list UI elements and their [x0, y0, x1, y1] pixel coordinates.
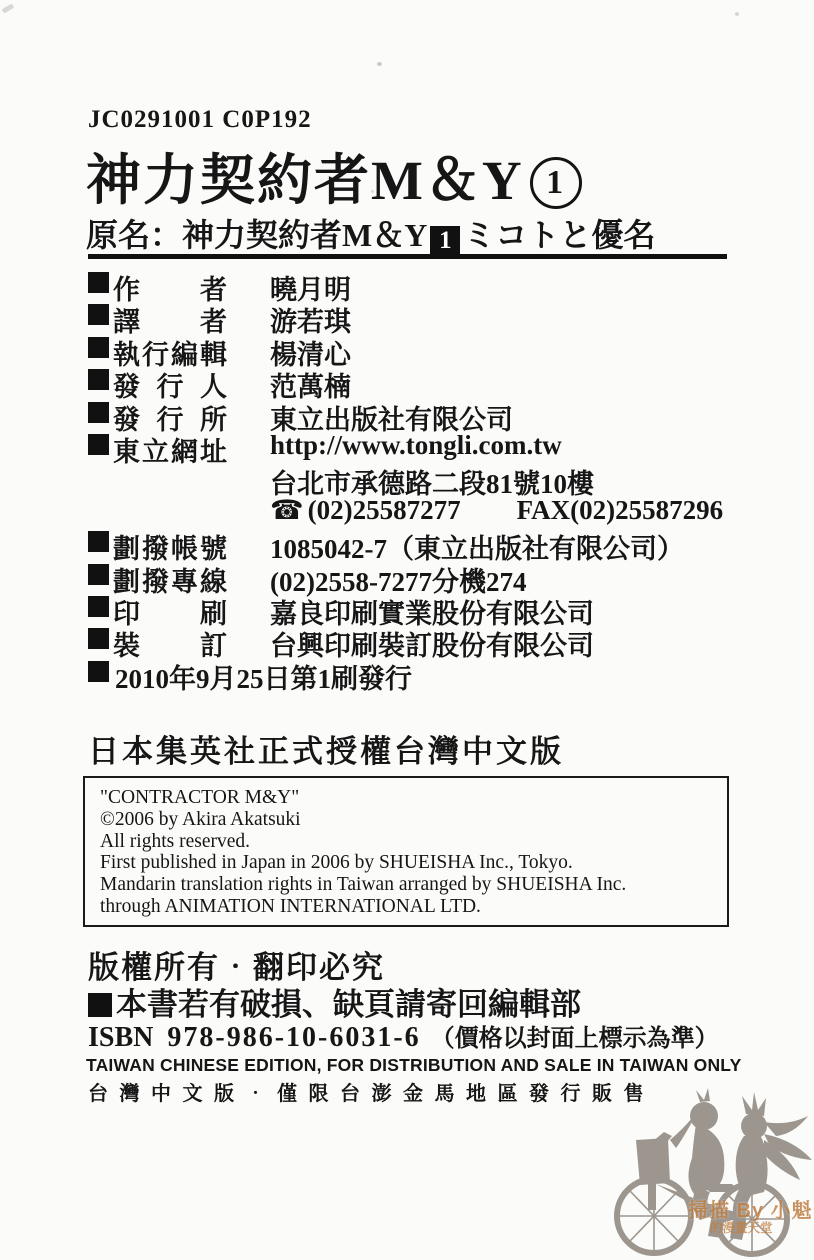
row-value: 曉月明: [270, 275, 351, 305]
row-print-date: [88, 657, 748, 694]
damage-return-text: 本書若有破損、缺頁請寄回編輯部: [116, 987, 581, 1022]
row-label: 裝訂: [113, 631, 227, 662]
copyright-line: Mandarin translation rights in Taiwan arranged by SHUEISHA Inc.: [100, 874, 627, 896]
rights-reserved-line: 版權所有‧翻印必究: [88, 950, 385, 985]
row-address: [88, 462, 748, 500]
row-value: 1085042-7（東立出版社有限公司）: [270, 534, 684, 565]
copyright-line: through ANIMATION INTERNATIONAL LTD.: [100, 895, 481, 917]
book-title-text: 神力契約者M＆Y: [86, 150, 524, 211]
license-heading: 日本集英社正式授權台灣中文版: [88, 734, 564, 769]
colophon-rows: [88, 268, 748, 694]
row-value: 嘉良印刷實業股份有限公司: [270, 598, 594, 629]
watermark-line1: 掃描 By 小魁: [688, 1200, 813, 1222]
row-value: 游若琪: [270, 307, 351, 338]
row-translator: [88, 300, 748, 338]
row-label: 劃撥專線: [113, 566, 227, 597]
row-binding: [88, 624, 748, 662]
row-phone-fax: [88, 495, 748, 527]
row-label: 作者: [113, 275, 227, 305]
bullet-square-icon: [88, 369, 109, 390]
phone-fax-value: [270, 495, 723, 526]
bullet-square-icon: [88, 272, 109, 293]
phone-number: (02)25587277: [307, 494, 461, 525]
row-label: 發行人: [113, 372, 227, 403]
scanlation-watermark: [688, 1200, 813, 1236]
row-label: 東立網址: [113, 436, 227, 467]
row-value: 東立出版社有限公司: [270, 404, 513, 435]
bullet-square-icon: [88, 564, 109, 585]
print-date: 2010年9月25日第1刷發行: [115, 663, 412, 694]
row-printing: [88, 592, 748, 629]
original-volume-badge: 1: [430, 226, 460, 256]
row-postal-hotline: [88, 560, 748, 597]
row-value: 台興印刷裝訂股份有限公司: [270, 631, 594, 662]
copyright-line: First published in Japan in 2006 by SHUEISHA Inc., Tokyo.: [100, 852, 573, 874]
phone-icon: ☎: [270, 494, 304, 526]
original-title-suffix: ミコトと優名: [463, 217, 656, 253]
catalog-code: JC0291001 C0P192: [88, 106, 312, 133]
row-label: 印刷: [113, 598, 227, 629]
row-website: [88, 429, 748, 467]
bullet-square-icon: [88, 993, 112, 1017]
row-label: 發行所: [113, 404, 227, 435]
row-label: 執行編輯: [113, 339, 227, 370]
row-label: 譯者: [113, 307, 227, 338]
bullet-square-icon: [88, 628, 109, 649]
isbn-label: ISBN: [88, 1022, 154, 1053]
row-publishing-house: [88, 398, 748, 435]
publisher-address: 台北市承德路二段81號10樓: [270, 469, 594, 500]
fax-number: FAX(02)25587296: [516, 494, 724, 525]
copyright-line: All rights reserved.: [100, 830, 251, 852]
bullet-square-icon: [88, 596, 109, 617]
row-label: 劃撥帳號: [113, 534, 227, 565]
taiwan-edition-chinese-line: 台灣中文版‧僅限台澎金馬地區發行販售: [88, 1083, 655, 1105]
book-title: [86, 136, 582, 215]
isbn-number: 978-986-10-6031-6: [167, 1022, 421, 1053]
original-title: [86, 210, 655, 256]
bullet-square-icon: [88, 434, 109, 455]
taiwan-edition-english-line: TAIWAN CHINESE EDITION, FOR DISTRIBUTION AND SALE IN TAIWAN ONLY: [86, 1055, 742, 1075]
row-postal-account: [88, 527, 748, 565]
isbn-line: [88, 1018, 719, 1054]
volume-number-circle: 1: [530, 157, 582, 209]
isbn-price-note: （價格以封面上標示為準）: [430, 1026, 719, 1052]
row-executive-editor: [88, 333, 748, 370]
scan-speck: [377, 62, 382, 66]
website-url: http://www.tongli.com.tw: [270, 429, 562, 460]
watermark-line2: 的漫畫天堂: [710, 1221, 773, 1235]
copyright-box: [83, 776, 729, 927]
bullet-square-icon: [88, 402, 109, 423]
copyright-line: "CONTRACTOR M&Y": [100, 787, 300, 808]
original-title-prefix: 原名：神力契約者M＆Y: [86, 217, 428, 253]
bullet-square-icon: [88, 304, 109, 325]
scan-artifact: [2, 3, 15, 13]
scan-speck: [735, 12, 739, 16]
row-value: (02)2558-7277分機274: [270, 566, 527, 597]
row-value: 楊清心: [270, 339, 351, 370]
bullet-square-icon: [88, 337, 109, 358]
bullet-square-icon: [88, 661, 109, 682]
section-divider: [88, 254, 727, 259]
row-value: 范萬楠: [270, 372, 351, 403]
copyright-line: ©2006 by Akira Akatsuki: [100, 808, 301, 830]
bullet-square-icon: [88, 531, 109, 552]
row-publisher-person: [88, 365, 748, 403]
row-author: [88, 268, 748, 305]
